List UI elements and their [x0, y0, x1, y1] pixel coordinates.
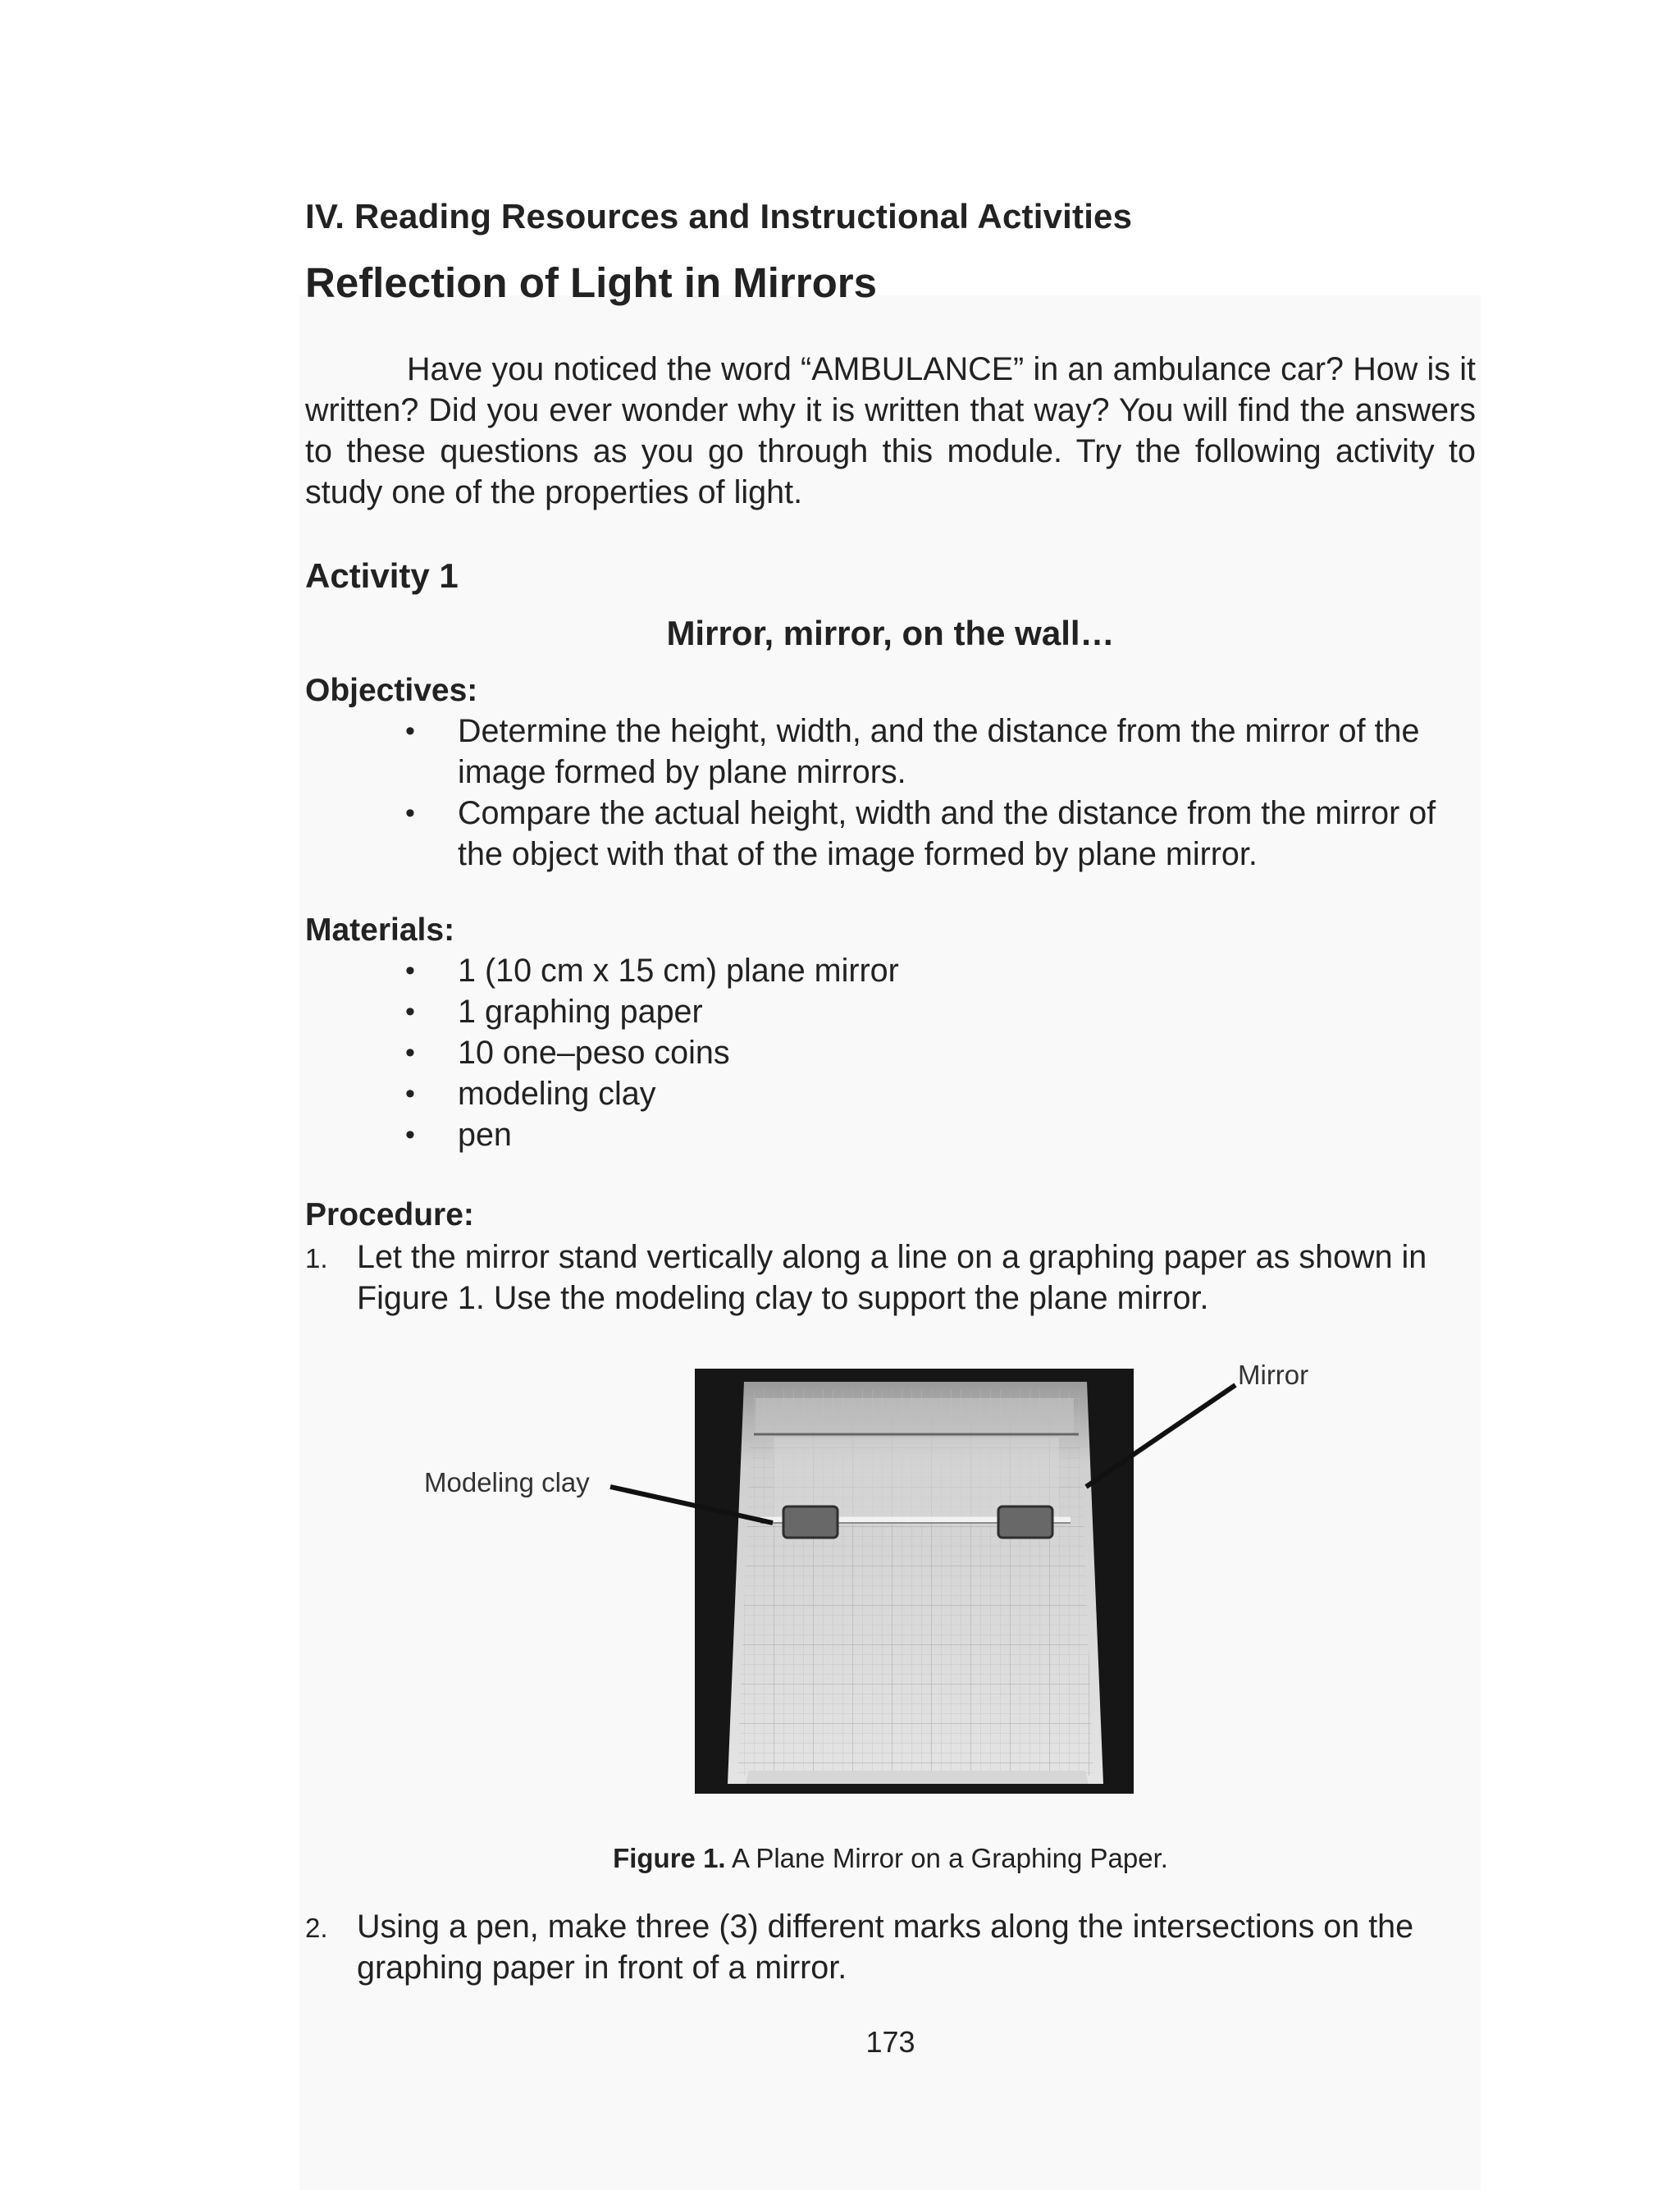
section-heading: IV. Reading Resources and Instructional Activities [305, 197, 1133, 235]
page-title: Reflection of Light in Mirrors [305, 259, 877, 306]
list-item: • 1 graphing paper [305, 991, 1478, 1032]
bullet-icon: • [405, 1037, 415, 1068]
activity-subtitle: Mirror, mirror, on the wall… [666, 614, 1115, 652]
procedure-step [305, 1906, 1478, 1988]
bullet-icon: • [405, 955, 415, 986]
bullet-icon: • [405, 716, 415, 747]
procedure-step [305, 1237, 1478, 1319]
bullet-icon: • [405, 798, 415, 829]
caption-text: A Plane Mirror on a Graphing Paper. [725, 1843, 1168, 1873]
materials-heading: Materials: [305, 912, 455, 948]
caption-label: Figure 1. [613, 1843, 726, 1873]
step-text: Let the mirror stand vertically along a line on a graphing paper as shown in Figure 1. Use the modeling clay to support the plane mirror. [357, 1239, 1427, 1316]
list-item: • 1 (10 cm x 15 cm) plane mirror [305, 950, 1478, 991]
clay-pointer-line [610, 1487, 773, 1523]
procedure-heading: Procedure: [305, 1197, 474, 1232]
step-text: Using a pen, make three (3) different marks along the intersections on the graphing paper in front of a mirror. [357, 1909, 1414, 1986]
bullet-icon: • [405, 996, 415, 1027]
list-item: • Determine the height, width, and the distance from the mirror of the image formed by plane mirrors. [305, 711, 1478, 793]
materials-list [305, 950, 1478, 1155]
activity-heading: Activity 1 [305, 556, 459, 595]
list-item: • 10 one–peso coins [305, 1032, 1478, 1073]
step-number: 2. [305, 1913, 328, 1943]
objectives-list [305, 711, 1478, 875]
bullet-icon: • [405, 1119, 415, 1150]
step-number: 1. [305, 1243, 328, 1273]
page-number: 173 [865, 2025, 915, 2059]
figure-caption [305, 1843, 1476, 1874]
modeling-clay-label: Modeling clay [424, 1467, 590, 1497]
list-item: • modeling clay [305, 1073, 1478, 1114]
list-item: • pen [305, 1114, 1478, 1155]
intro-paragraph: Have you noticed the word “AMBULANCE” in an ambulance car? How is it written? Did you ever wonder why it is written that way? You will find the answers to these questions as you go through this module. Try the following activity to study one of the properties of light. [305, 351, 1476, 510]
list-item: • Compare the actual height, width and the distance from the mirror of the object with that of the image formed by plane mirror. [305, 793, 1478, 875]
mirror-label: Mirror [1238, 1360, 1309, 1390]
bullet-icon: • [405, 1078, 415, 1109]
mirror-pointer-line [1086, 1385, 1235, 1487]
objectives-heading: Objectives: [305, 673, 478, 708]
